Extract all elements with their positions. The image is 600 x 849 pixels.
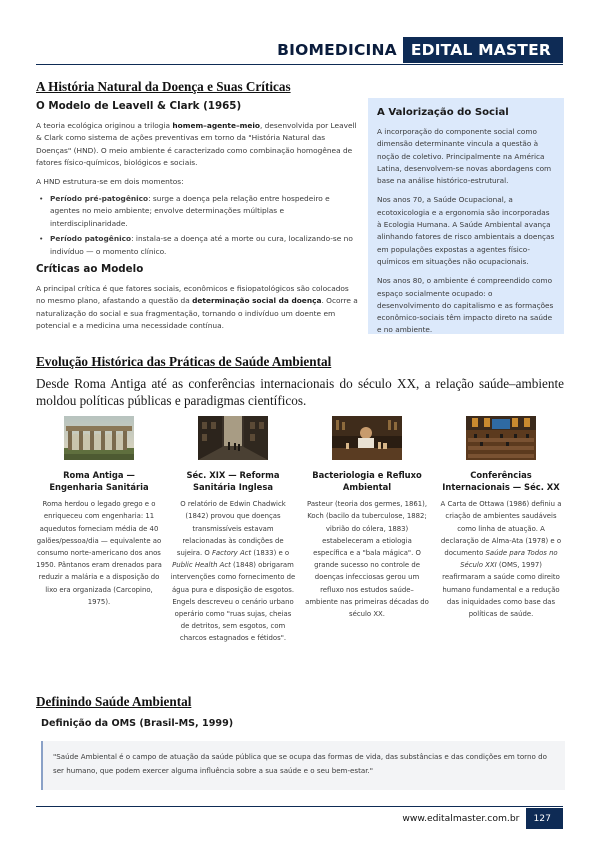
- box-paragraph: A incorporação do componente social como dimensão determinante vincula a questão à noção de coletivo. Principalmente na América Latina, desenvolvem-se novas abordagens com base na análise histórico-estrutural.: [377, 127, 552, 186]
- intro-paragraph: Desde Roma Antiga até as conferências internacionais do século XX, a relação saúde–ambiente moldou políticas públicas e paradigmas científicos.: [36, 376, 564, 408]
- conference-hall-image: [466, 416, 536, 460]
- victorian-street-image: [198, 416, 268, 460]
- footer-rule: [36, 806, 563, 807]
- card-conferences: [438, 416, 564, 645]
- timeline-cards: [36, 416, 564, 645]
- card-text: Pasteur (teoria dos germes, 1861), Koch (bacilo da tuberculose, 1882; vibrião do cólera, 1883) estabeleceram a etiologia específica e a "bala mágica". O grande sucesso no controle de doenças infecciosas gerou um refluxo nos estudos saúde–ambiente nas primeiras décadas do século XX.: [305, 500, 429, 619]
- box-paragraph: Nos anos 70, a Saúde Ocupacional, a ecotoxicologia e a ergonomia são incorporadas à Ecologia Humana. A Saúde Ambiental avança alinhando fatores de risco ambientais a doenças em populações expostas a agentes físico-químicos em situações não ocupacionais.: [377, 195, 555, 266]
- oms-definition-heading: Definição da OMS (Brasil-MS, 1999): [41, 718, 234, 729]
- section-title-definition: Definindo Saúde Ambiental: [36, 694, 192, 709]
- page-number: 127: [526, 808, 563, 829]
- list-item: • Período pré-patogênico: surge a doença pela relação entre hospedeiro e agentes no meio ambiente; envolve determinações múltiplas e interdisciplinaridade.: [39, 194, 330, 228]
- header-rule: [36, 64, 563, 65]
- card-text: O relatório de Edwin Chadwick (1842) provou que doenças transmissíveis estavam relacionadas às condições de sujeira. O Factory Act (1833) e o Public Health Act (1848) obrigaram intervenções como fornecimento de água pura e disposição de esgotos. Engels descreveu o cenário urbano operário como "ruas sujas, cheias de detritos, sem esgotos, com charcos estagnados e fétidos".: [170, 500, 296, 643]
- footer-url: www.editalmaster.com.br: [402, 813, 520, 824]
- bullet-icon: •: [39, 234, 44, 244]
- card-title: Conferências Internacionais — Séc. XX: [442, 470, 560, 492]
- card-text: Roma herdou o legado grego e o enriqueceu com engenharia: 11 aquedutos forneciam média de 40 galões/pessoa/dia — equivalente ao consumo norte-americano dos anos 1950. Pântanos eram drenados para reduzir a malária e a disposição do lixo era organizada (Carcopino, 1975).: [36, 500, 162, 606]
- page-footer: [402, 808, 563, 829]
- hnd-periods-list: [36, 193, 358, 258]
- card-title: Roma Antiga — Engenharia Sanitária: [49, 470, 149, 492]
- critics-paragraph: A principal crítica é que fatores sociais, econômicos e fisiopatológicos são colocados no mesmo plano, afastando a questão da determinação social da doença. Ocorre a naturalização do social e sua fragmentação, tornando o indivíduo um doente em potencial e a medicina uma necessidade contínua.: [36, 284, 358, 331]
- model-paragraph: A teoria ecológica originou a trilogia homem–agente–meio, desenvolvida por Leavell & Clark como sistema de ações preventivas em torno da "História Natural das Doenças" (HND). O meio ambiente é caracterizado como combinação homogênea de fatores físico-químicos, biológicos e sociais.: [36, 121, 357, 168]
- leavell-clark-column: [36, 100, 358, 333]
- card-title: Bacteriologia e Refluxo Ambiental: [312, 470, 422, 492]
- list-item: • Período patogênico: instala-se a doença até a morte ou cura, localizando-se no indivíduo — o momento clínico.: [39, 234, 353, 256]
- card-title: Séc. XIX — Reforma Sanitária Inglesa: [186, 470, 280, 492]
- header-subject: BIOMEDICINA: [277, 41, 397, 59]
- section-title-natural-history: A História Natural da Doença e Suas Críticas: [36, 79, 291, 94]
- oms-definition-quote: "Saúde Ambiental é o campo de atuação da saúde pública que se ocupa das formas de vida, das substâncias e das condições em torno do ser humano, que podem exercer alguma influência sobre a sua saúde e o seu bem-estar.": [41, 741, 565, 790]
- box-heading: A Valorização do Social: [377, 107, 509, 118]
- card-roman: [36, 416, 162, 645]
- card-bacteriology: [304, 416, 430, 645]
- bullet-icon: •: [39, 194, 44, 204]
- laboratory-image: [332, 416, 402, 460]
- hnd-intro: A HND estrutura-se em dois momentos:: [36, 176, 184, 186]
- section-title-historical-evolution: Evolução Histórica das Práticas de Saúde Ambiental: [36, 354, 332, 369]
- critics-heading: Críticas ao Modelo: [36, 263, 144, 276]
- model-heading: O Modelo de Leavell & Clark (1965): [36, 100, 242, 112]
- aqueduct-image: [64, 416, 134, 460]
- box-paragraph: Nos anos 80, o ambiente é compreendido como espaço socialmente ocupado: o desenvolvimento do capitalismo e as formações econômico-sociais têm impacto direto na saúde e no ambiente.: [377, 276, 554, 335]
- header-brand: EDITAL MASTER: [403, 37, 563, 63]
- social-valorization-box: [368, 98, 564, 334]
- card-text: A Carta de Ottawa (1986) definiu a criação de ambientes saudáveis como linha de atuação. A declaração de Alma-Ata (1978) e o documento Saúde para Todos no Século XXI (OMS, 1997) reafirmaram a saúde como direito humano fundamental e a redução das iniquidades como base das políticas de saúde.: [440, 500, 562, 619]
- page-header: [277, 37, 563, 63]
- card-sanitary-reform: [170, 416, 296, 645]
